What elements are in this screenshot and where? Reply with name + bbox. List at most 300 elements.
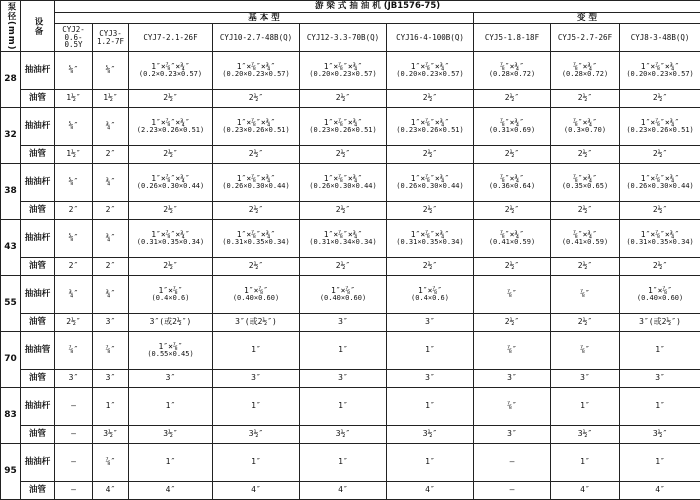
spec-size: ⅞″ — [475, 290, 549, 298]
spec-cell — [129, 164, 213, 202]
spec-size: 3″ — [94, 374, 127, 382]
spec-size: 3″ — [94, 318, 127, 326]
spec-cell — [300, 90, 387, 108]
equipment-kind: 抽油杆 — [21, 164, 55, 202]
spec-size: 2½″ — [301, 94, 385, 102]
table-row — [1, 370, 700, 388]
spec-cell — [620, 52, 700, 90]
spec-size: ⅞″×¾″ — [475, 175, 549, 183]
spec-cell — [213, 202, 300, 220]
spec-size: 2½″ — [56, 318, 91, 326]
spec-ratio: (0.4×0.6) — [388, 295, 472, 302]
spec-size: 3″ — [301, 374, 385, 382]
spec-ratio: (0.23×0.26×0.51) — [388, 127, 472, 134]
spec-size: 1″ — [301, 458, 385, 466]
spec-size: 1″×⅞″×¾″ — [130, 231, 211, 239]
spec-cell — [213, 146, 300, 164]
spec-cell — [474, 108, 551, 146]
spec-size: 1″×⅞″×¾″ — [621, 231, 699, 239]
spec-cell — [474, 52, 551, 90]
spec-size: 2½″ — [301, 206, 385, 214]
model-header: CYJ8-3-48B(Q) — [620, 24, 700, 52]
spec-ratio: (0.40×0.60) — [214, 295, 298, 302]
equipment-kind: 油管 — [21, 202, 55, 220]
spec-ratio: (0.28×0.72) — [475, 71, 549, 78]
spec-size: 1″ — [214, 402, 298, 410]
spec-cell — [474, 370, 551, 388]
equipment-kind: 油管 — [21, 370, 55, 388]
spec-size: ⅞″×¾″ — [475, 119, 549, 127]
spec-size: ⅞″×¾″ — [552, 231, 618, 239]
spec-cell — [620, 332, 700, 370]
spec-cell — [474, 276, 551, 314]
pump-diameter: 28 — [1, 52, 21, 108]
spec-size: ⅞″ — [475, 402, 549, 410]
spec-size: — — [56, 486, 91, 494]
spec-cell — [93, 220, 129, 258]
spec-ratio: (0.26×0.30×0.44) — [388, 183, 472, 190]
spec-size: 2½″ — [475, 150, 549, 158]
spec-cell — [93, 426, 129, 444]
spec-size: ⅝″ — [56, 66, 91, 74]
spec-size: 1″×⅞″×¾″ — [388, 63, 472, 71]
spec-ratio: (0.28×0.72) — [552, 71, 618, 78]
spec-cell — [93, 52, 129, 90]
spec-size: 2½″ — [475, 318, 549, 326]
spec-cell — [129, 258, 213, 276]
spec-cell — [300, 52, 387, 90]
spec-cell — [129, 444, 213, 482]
spec-cell — [93, 388, 129, 426]
spec-size: 2½″ — [621, 206, 699, 214]
spec-size: — — [56, 458, 91, 466]
equipment-kind: 抽油杆 — [21, 220, 55, 258]
header-equipment: 设备 — [21, 1, 55, 52]
table-row — [1, 482, 700, 500]
model-header: CYJ7-2.1-26F — [129, 24, 213, 52]
spec-ratio: (0.31×0.34×0.34) — [301, 239, 385, 246]
spec-cell — [387, 370, 474, 388]
spec-ratio: (0.2×0.23×0.57) — [130, 71, 211, 78]
spec-ratio: (0.36×0.64) — [475, 183, 549, 190]
spec-size: 1″×⅞″×¾″ — [130, 63, 211, 71]
spec-cell — [300, 482, 387, 500]
spec-size: 1″×⅞″ — [621, 287, 699, 295]
spec-size: 4″ — [94, 486, 127, 494]
spec-size: 2½″ — [552, 206, 618, 214]
spec-size: 1″×⅞″×¾″ — [301, 119, 385, 127]
spec-cell — [213, 108, 300, 146]
table-row — [1, 332, 700, 370]
spec-cell — [55, 146, 93, 164]
spec-size: 1″ — [388, 346, 472, 354]
spec-size: — — [475, 458, 549, 466]
spec-ratio: (0.23×0.26×0.51) — [214, 127, 298, 134]
pump-diameter: 38 — [1, 164, 21, 220]
spec-size: 2½″ — [130, 206, 211, 214]
spec-ratio: (0.26×0.30×0.44) — [301, 183, 385, 190]
spec-size: 2½″ — [388, 150, 472, 158]
spec-size: 1″ — [130, 458, 211, 466]
header-variant-type: 变 型 — [474, 13, 700, 24]
spec-size: 2½″ — [552, 150, 618, 158]
spec-cell — [387, 332, 474, 370]
spec-size: ⅝″ — [56, 234, 91, 242]
spec-cell — [55, 90, 93, 108]
spec-size: 3″ — [552, 374, 618, 382]
spec-size: ⅝″ — [94, 66, 127, 74]
spec-cell — [387, 314, 474, 332]
spec-size: 1″×⅞″×¾″ — [621, 63, 699, 71]
spec-size: 2″ — [56, 206, 91, 214]
spec-cell — [300, 332, 387, 370]
spec-ratio: (0.26×0.30×0.44) — [130, 183, 211, 190]
spec-cell — [55, 370, 93, 388]
equipment-kind: 油管 — [21, 90, 55, 108]
spec-cell — [129, 146, 213, 164]
spec-cell — [474, 164, 551, 202]
spec-cell — [93, 332, 129, 370]
spec-cell — [474, 202, 551, 220]
spec-cell — [213, 220, 300, 258]
model-header: CYJ5-2.7-26F — [551, 24, 620, 52]
spec-cell — [387, 220, 474, 258]
equipment-kind: 油管 — [21, 426, 55, 444]
spec-cell — [387, 52, 474, 90]
spec-size: ⅞″×¾″ — [552, 63, 618, 71]
spec-size: ⅞″ — [552, 346, 618, 354]
spec-size: 1″×⅞″ — [301, 287, 385, 295]
spec-size: 1½″ — [94, 94, 127, 102]
spec-cell — [474, 258, 551, 276]
spec-ratio: (2.23×0.26×0.51) — [130, 127, 211, 134]
table-row — [1, 314, 700, 332]
spec-cell — [387, 276, 474, 314]
header-title: 游 梁 式 抽 油 机 (JB1576-75) — [55, 1, 700, 13]
spec-cell — [387, 444, 474, 482]
model-header: CYJ3-1.2-7F — [93, 24, 129, 52]
spec-size: 1″×⅞″×¾″ — [130, 175, 211, 183]
spec-cell — [93, 482, 129, 500]
spec-cell — [387, 482, 474, 500]
spec-size: 2½″ — [388, 262, 472, 270]
spec-size: 4″ — [130, 486, 211, 494]
pump-diameter: 83 — [1, 388, 21, 444]
spec-cell — [213, 258, 300, 276]
spec-size: 1″×⅞″×¾″ — [621, 119, 699, 127]
spec-cell — [551, 90, 620, 108]
spec-size: 3″ — [301, 318, 385, 326]
spec-cell — [300, 388, 387, 426]
spec-cell — [300, 314, 387, 332]
spec-size: ⅞″×¾″ — [475, 231, 549, 239]
spec-size: 2½″ — [621, 150, 699, 158]
spec-size: ⅞″ — [475, 346, 549, 354]
spec-cell — [213, 52, 300, 90]
spec-cell — [55, 202, 93, 220]
spec-size: 1″×⅞″×¾″ — [388, 231, 472, 239]
spec-size: ¾″ — [94, 234, 127, 242]
spec-size: 4″ — [621, 486, 699, 494]
header-basic-type: 基 本 型 — [55, 13, 474, 24]
spec-cell — [93, 276, 129, 314]
spec-size: 1″ — [621, 402, 699, 410]
spec-size: 2½″ — [214, 94, 298, 102]
spec-cell — [213, 388, 300, 426]
spec-size: 2½″ — [301, 150, 385, 158]
spec-ratio: (0.20×0.23×0.57) — [214, 71, 298, 78]
spec-size: ¾″ — [94, 290, 127, 298]
spec-size: 4″ — [301, 486, 385, 494]
spec-size: 2½″ — [388, 94, 472, 102]
spec-size: ⅞″ — [94, 458, 127, 466]
spec-size: 1″×⅞″×¾″ — [301, 175, 385, 183]
spec-cell — [129, 202, 213, 220]
spec-size: 3″(或2½″) — [130, 318, 211, 326]
spec-size: 4″ — [388, 486, 472, 494]
spec-cell — [55, 332, 93, 370]
spec-size: 3″ — [214, 374, 298, 382]
spec-cell — [213, 314, 300, 332]
equipment-kind: 油管 — [21, 258, 55, 276]
spec-size: 2½″ — [301, 262, 385, 270]
spec-size: 3″ — [475, 430, 549, 438]
spec-ratio: (0.20×0.23×0.57) — [388, 71, 472, 78]
spec-cell — [551, 426, 620, 444]
spec-cell — [129, 370, 213, 388]
spec-cell — [55, 220, 93, 258]
spec-cell — [213, 332, 300, 370]
table-row — [1, 258, 700, 276]
spec-size: 1″ — [552, 402, 618, 410]
spec-cell — [551, 276, 620, 314]
spec-size: 1″×⅞″×¾″ — [130, 119, 211, 127]
spec-cell — [551, 258, 620, 276]
spec-cell — [551, 388, 620, 426]
equipment-kind: 油管 — [21, 314, 55, 332]
spec-cell — [55, 52, 93, 90]
spec-cell — [474, 426, 551, 444]
spec-size: 2″ — [56, 262, 91, 270]
spec-ratio: (0.26×0.30×0.44) — [214, 183, 298, 190]
spec-size: 1″×⅞″ — [388, 287, 472, 295]
spec-size: 3″ — [388, 374, 472, 382]
spec-size: 1½″ — [56, 150, 91, 158]
spec-cell — [551, 146, 620, 164]
spec-size: 1″ — [214, 346, 298, 354]
spec-size: 2½″ — [130, 150, 211, 158]
model-header: CYJ5-1.8-18F — [474, 24, 551, 52]
spec-cell — [93, 146, 129, 164]
table-row — [1, 90, 700, 108]
spec-ratio: (0.31×0.69) — [475, 127, 549, 134]
spec-cell — [620, 482, 700, 500]
spec-cell — [300, 202, 387, 220]
table-row — [1, 52, 700, 90]
spec-size: 1″×⅞″×¾″ — [621, 175, 699, 183]
spec-cell — [620, 314, 700, 332]
spec-cell — [55, 108, 93, 146]
spec-size: 1″×⅞″ — [130, 343, 211, 351]
pump-diameter: 32 — [1, 108, 21, 164]
spec-size: 2½″ — [214, 206, 298, 214]
spec-size: 1″ — [552, 458, 618, 466]
spec-size: 2½″ — [621, 94, 699, 102]
spec-size: ¾″ — [94, 122, 127, 130]
spec-size: 3″ — [388, 318, 472, 326]
spec-size: 3″ — [56, 374, 91, 382]
spec-cell — [551, 202, 620, 220]
spec-size: 1″×⅞″×¾″ — [301, 231, 385, 239]
spec-cell — [129, 220, 213, 258]
spec-cell — [55, 164, 93, 202]
spec-cell — [93, 202, 129, 220]
spec-size: 1″×⅞″×¾″ — [388, 119, 472, 127]
table-row — [1, 426, 700, 444]
spec-size: 2½″ — [475, 94, 549, 102]
spec-cell — [551, 444, 620, 482]
pump-diameter: 70 — [1, 332, 21, 388]
spec-ratio: (0.41×0.59) — [475, 239, 549, 246]
spec-cell — [93, 370, 129, 388]
spec-size: 2½″ — [214, 150, 298, 158]
spec-cell — [300, 276, 387, 314]
spec-cell — [551, 108, 620, 146]
spec-ratio: (0.4×0.6) — [130, 295, 211, 302]
spec-size: 1″×⅞″×¾″ — [301, 63, 385, 71]
spec-size: ⅞″×¾″ — [475, 63, 549, 71]
equipment-kind: 油管 — [21, 146, 55, 164]
spec-ratio: (0.20×0.23×0.57) — [301, 71, 385, 78]
equipment-kind: 抽油杆 — [21, 388, 55, 426]
spec-size: 2″ — [94, 206, 127, 214]
spec-size: 1″×⅞″×¾″ — [388, 175, 472, 183]
pump-diameter: 55 — [1, 276, 21, 332]
spec-ratio: (0.35×0.65) — [552, 183, 618, 190]
spec-cell — [474, 220, 551, 258]
spec-size: 2½″ — [621, 262, 699, 270]
spec-ratio: (0.31×0.35×0.34) — [130, 239, 211, 246]
table-row — [1, 388, 700, 426]
spec-size: 1″ — [214, 458, 298, 466]
spec-ratio: (0.41×0.59) — [552, 239, 618, 246]
model-header: CYJ12-3.3-70B(Q) — [300, 24, 387, 52]
spec-size: ⅞″ — [56, 346, 91, 354]
spec-cell — [620, 108, 700, 146]
spec-size: 3½″ — [130, 430, 211, 438]
spec-ratio: (0.3×0.70) — [552, 127, 618, 134]
table-row — [1, 108, 700, 146]
spec-ratio: (0.31×0.35×0.34) — [388, 239, 472, 246]
spec-size: 1″ — [621, 346, 699, 354]
spec-size: 1″ — [621, 458, 699, 466]
spec-cell — [551, 482, 620, 500]
spec-size: 2½″ — [552, 318, 618, 326]
spec-cell — [620, 370, 700, 388]
spec-cell — [93, 444, 129, 482]
spec-cell — [620, 220, 700, 258]
spec-ratio: (0.40×0.60) — [621, 295, 699, 302]
spec-cell — [93, 164, 129, 202]
spec-size: 3″ — [621, 374, 699, 382]
spec-size: 1″×⅞″×¾″ — [214, 231, 298, 239]
spec-cell — [387, 426, 474, 444]
pump-diameter: 43 — [1, 220, 21, 276]
spec-size: 3″ — [130, 374, 211, 382]
spec-cell — [620, 164, 700, 202]
spec-cell — [300, 426, 387, 444]
table-row — [1, 164, 700, 202]
spec-size: 1″×⅞″×¾″ — [214, 63, 298, 71]
spec-cell — [129, 426, 213, 444]
spec-size: 4″ — [552, 486, 618, 494]
spec-size: ⅝″ — [56, 178, 91, 186]
spec-size: 2½″ — [475, 262, 549, 270]
equipment-kind: 抽油杆 — [21, 276, 55, 314]
spec-cell — [129, 314, 213, 332]
spec-size: 1″×⅞″×¾″ — [214, 119, 298, 127]
spec-ratio: (0.23×0.26×0.51) — [621, 127, 699, 134]
spec-size: 3½″ — [621, 430, 699, 438]
spec-cell — [213, 276, 300, 314]
spec-size: 4″ — [214, 486, 298, 494]
table-row — [1, 276, 700, 314]
spec-cell — [551, 52, 620, 90]
spec-ratio: (0.31×0.35×0.34) — [214, 239, 298, 246]
spec-ratio: (0.20×0.23×0.57) — [621, 71, 699, 78]
spec-size: 1″ — [388, 458, 472, 466]
spec-size: 1″ — [94, 402, 127, 410]
model-header: CYJ10-2.7-48B(Q) — [213, 24, 300, 52]
spec-cell — [129, 90, 213, 108]
spec-cell — [300, 220, 387, 258]
spec-cell — [474, 314, 551, 332]
spec-size: 2½″ — [130, 262, 211, 270]
spec-ratio: (0.55×0.45) — [130, 351, 211, 358]
spec-size: 1″ — [388, 402, 472, 410]
spec-cell — [300, 258, 387, 276]
spec-cell — [551, 220, 620, 258]
spec-size: 3″(或2½″) — [214, 318, 298, 326]
spec-cell — [620, 388, 700, 426]
spec-cell — [551, 370, 620, 388]
spec-cell — [620, 444, 700, 482]
header-diameter: 泵径(mm) — [1, 1, 21, 52]
spec-size: ⅞″×¾″ — [552, 119, 618, 127]
spec-ratio: (0.26×0.30×0.44) — [621, 183, 699, 190]
spec-size: 2½″ — [130, 94, 211, 102]
spec-size: 2″ — [94, 150, 127, 158]
spec-cell — [620, 258, 700, 276]
spec-cell — [213, 90, 300, 108]
spec-size: — — [56, 430, 91, 438]
table-row — [1, 220, 700, 258]
spec-cell — [93, 90, 129, 108]
spec-cell — [300, 146, 387, 164]
spec-cell — [551, 314, 620, 332]
spec-cell — [93, 314, 129, 332]
equipment-kind: 抽油杆 — [21, 444, 55, 482]
equipment-kind: 抽油杆 — [21, 52, 55, 90]
spec-size: 3½″ — [214, 430, 298, 438]
spec-cell — [551, 164, 620, 202]
spec-size: ⅝″ — [56, 122, 91, 130]
spec-cell — [213, 444, 300, 482]
spec-cell — [55, 482, 93, 500]
spec-ratio: (0.23×0.26×0.51) — [301, 127, 385, 134]
equipment-kind: 油管 — [21, 482, 55, 500]
spec-cell — [474, 444, 551, 482]
